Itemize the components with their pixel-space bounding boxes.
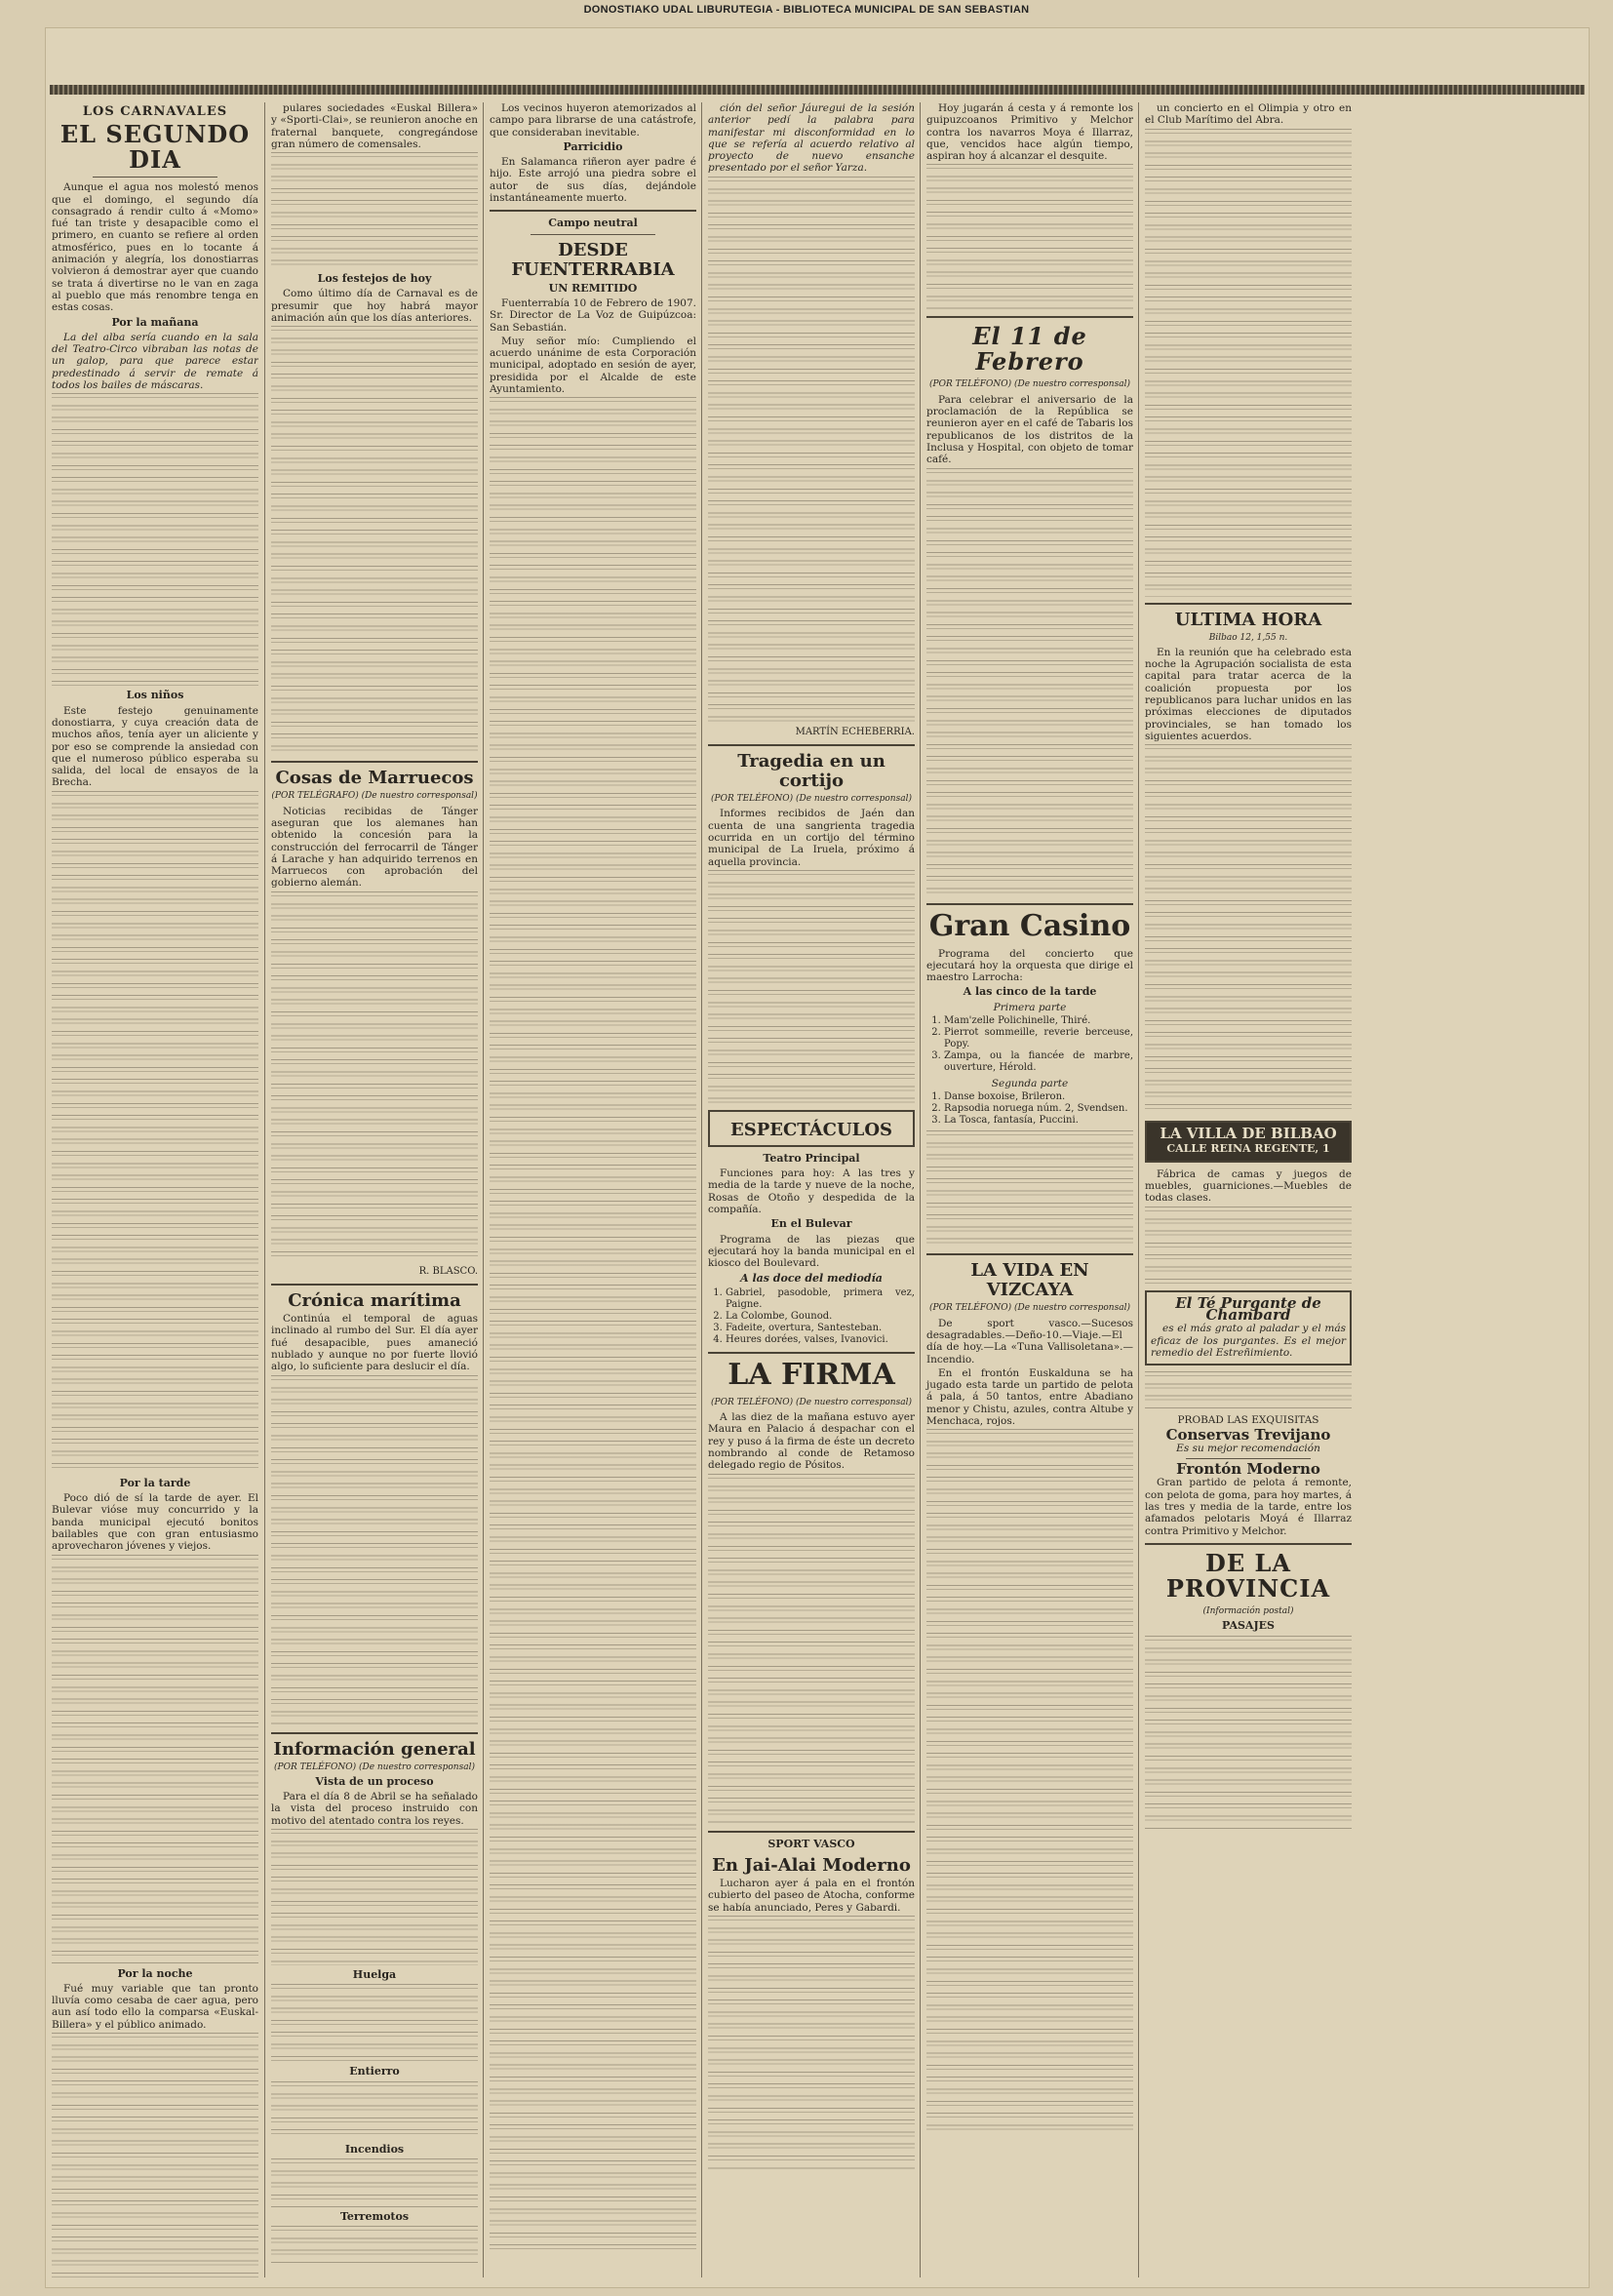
section-heading: Campo neutral (548, 217, 638, 230)
list-item: 1. Danse boxoise, Brileron. (944, 1091, 1133, 1103)
headline: En Jai-Alai Moderno (712, 1854, 911, 1876)
subheading: Por la noche (117, 1966, 193, 1980)
text-block (708, 177, 915, 723)
divider (490, 210, 696, 212)
subheading: Teatro Principal (763, 1151, 860, 1165)
text-block (271, 152, 478, 269)
article-text: Como último día de Carnaval es de presumir que hoy habrá mayor animación aún que los días anteriores. (271, 288, 478, 325)
subheading: Por la tarde (119, 1476, 191, 1489)
list-item: 4. Heures dorées, valses, Ivanovici. (726, 1334, 915, 1346)
text-block (52, 393, 258, 686)
divider (926, 1253, 1133, 1255)
article-text: En la reunión que ha celebrado esta noche la Agrupación socialista de esta capital para tratar acerca de la coalición propuesta por los republicanos para luchar unidos en las próximas elecciones de diputados provinciales, se han tomado los siguientes acuerdos. (1145, 646, 1352, 742)
list-item: 2. La Colombe, Gounod. (726, 1311, 915, 1323)
text-block (708, 1474, 915, 1825)
ad-text: es el más grato al paladar y el más eficaz de los purgantes. Es el mejor remedio del Estreñimiento. (1151, 1323, 1346, 1359)
byline: (POR TELÉFONO) (De nuestro corresponsal) (274, 1762, 475, 1772)
headline: ESPECTÁCULOS (729, 1119, 893, 1140)
headline: Crónica marítima (288, 1290, 461, 1312)
newspaper-page (45, 27, 1590, 2288)
article-text: A las diez de la mañana estuvo ayer Maura en Palacio á despachar con el rey y puso á la firma de éste un decreto nombrando al conde de Retamoso delegado regio de Pósitos. (708, 1411, 915, 1472)
byline: (POR TELÉFONO) (De nuestro corresponsal) (929, 1303, 1130, 1314)
article-text: Para el día 8 de Abril se ha señalado la vista del proceso instruido con motivo del atentado contra los reyes. (271, 1791, 478, 1827)
text-block (1145, 1636, 1352, 1831)
article-text: En el frontón Euskalduna se ha jugado esta tarde un partido de pelota á pala, á 50 tantos, entre Abadiano menor y Chistu, azules, contra Altube y Menchaca, rojos. (926, 1366, 1133, 1428)
headline: LA VIDA EN VIZCAYA (970, 1260, 1089, 1301)
divider (93, 177, 216, 178)
byline: (POR TELÉFONO) (De nuestro corresponsal) (711, 794, 912, 805)
divider (708, 1831, 915, 1833)
text-block (271, 1375, 478, 1726)
article-text: ción del señor Jáuregui de la sesión anterior pedí la palabra para manifestar mi disconformidad en lo que se refería al acuerdo relativo al proyecto de nuevo ensanche presentado por el señor Yarza. (708, 102, 915, 175)
byline: Bilbao 12, 1,55 n. (1208, 632, 1288, 643)
subheading: En el Bulevar (770, 1217, 852, 1231)
divider (926, 316, 1133, 318)
article-text: Informes recibidos de Jaén dan cuenta de una sangrienta tragedia ocurrida en un cortijo del término municipal de La Iruela, próximo á aquella provincia. (708, 808, 915, 868)
headline: Información general (273, 1738, 476, 1760)
divider (1145, 1543, 1352, 1545)
text-block (271, 1829, 478, 1965)
advertisement (1145, 1121, 1352, 1163)
divider (708, 1352, 915, 1354)
text-block (271, 1984, 478, 2062)
article-text: Programa del concierto que ejecutará hoy la orquesta que dirige el maestro Larrocha: (926, 947, 1133, 984)
subheading: A las cinco de la tarde (963, 985, 1097, 999)
byline: (POR TELÉGRAFO) (De nuestro corresponsal) (271, 791, 478, 802)
article-text: Noticias recibidas de Tánger aseguran que los alemanes han obtenido la concesión para la construcción del ferrocarril de Tánger á Larache y han adquirido terrenos en Marruecos con aprobación del gobierno alemán. (271, 805, 478, 890)
text-block (271, 891, 478, 1262)
headline: DE LA PROVINCIA (1165, 1548, 1331, 1603)
byline: (POR TELÉFONO) (De nuestro corresponsal) (929, 379, 1130, 390)
article-text: Aunque el agua nos molestó menos que el domingo, el segundo día consagrado á rendir culto á «Momo» fué tan triste y desapacible como el primero, en cuanto se refiere al orden atmosférico, pues en lo tocante á animación y alegría, los donostiarras volvieron á demostrar ayer que cuando se trata á divertirse no le van en zaga al pueblo que más renombre tenga en estas cosas. (52, 181, 258, 314)
list-item: 2. Rapsodia noruega núm. 2, Svendsen. (944, 1103, 1133, 1115)
text-block (708, 870, 915, 1104)
article-text: Los vecinos huyeron atemorizados al campo para librarse de una catástrofe, que consideraban inevitable. (490, 102, 696, 139)
masthead-rule (50, 85, 1585, 95)
text-block (490, 397, 696, 2250)
program-list (926, 1091, 1133, 1127)
column-2 (264, 102, 478, 2277)
text-block (708, 1916, 915, 2169)
text-block (52, 1555, 258, 1964)
column-4 (701, 102, 915, 2277)
program-list (926, 1015, 1133, 1074)
divider (531, 234, 654, 235)
text-block (271, 2226, 478, 2265)
text-block (1145, 129, 1352, 597)
ad-title: LA VILLA DE BILBAO (1160, 1125, 1337, 1143)
article-text: Este festejo genuinamente donostiarra, y cuya creación data de muchos años, tenía ayer un aliciente y por eso se comprende la ansiedad con que el numeroso público esperaba su salida, del local de ensayos de la Brecha. (52, 704, 258, 789)
program-part: Primera parte (993, 1001, 1067, 1013)
column-5 (920, 102, 1133, 2277)
headline: LA FIRMA (728, 1357, 895, 1392)
subheading: Huelga (352, 1968, 397, 1982)
list-item: 3. Zampa, ou la fiancée de marbre, ouverture, Hérold. (944, 1050, 1133, 1074)
divider (1186, 1458, 1310, 1459)
ad-title: Frontón Moderno (1176, 1460, 1320, 1479)
advertisement (1145, 1290, 1352, 1366)
text-block (926, 1429, 1133, 2131)
subheading: A las doce del mediodía (740, 1271, 883, 1285)
article-text: Programa de las piezas que ejecutará hoy la banda municipal en el kiosco del Boulevard. (708, 1233, 915, 1270)
divider (271, 1732, 478, 1734)
byline: (POR TELÉFONO) (De nuestro corresponsal) (711, 1397, 912, 1407)
subheading: Los niños (126, 689, 184, 702)
subheading: Terremotos (339, 2209, 410, 2223)
program-list (708, 1287, 915, 1346)
headline: EL SEGUNDO DIA (59, 120, 251, 175)
subheading: UN REMITIDO (548, 281, 638, 295)
article-text: Para celebrar el aniversario de la proclamación de la República se reunieron ayer en el café de Tabaris los republicanos de los distritos de la Inclusa y Hospital, con objeto de tomar café. (926, 393, 1133, 466)
article-text: La del alba sería cuando en la sala del Teatro-Circo vibraban las notas de un galop, para que parece estar predestinado á servir de remate á todos los bailes de máscaras. (52, 331, 258, 392)
article-text: Fuenterrabía 10 de Febrero de 1907. Sr. Director de La Voz de Guipúzcoa: San Sebastián. (490, 297, 696, 334)
text-block (271, 2158, 478, 2207)
article-text: Muy señor mío: Cumpliendo el acuerdo unánime de esta Corporación municipal, adoptado en sesión de ayer, presidida por el Alcalde de este Ayuntamiento. (490, 335, 696, 396)
text-block (926, 164, 1133, 310)
ad-subtitle: CALLE REINA REGENTE, 1 (1166, 1141, 1330, 1155)
divider (271, 1284, 478, 1286)
text-block (926, 1130, 1133, 1247)
text-block (271, 326, 478, 755)
text-block (1145, 1207, 1352, 1285)
section-heading: SPORT VASCO (767, 1837, 855, 1850)
article-text: Fué muy variable que tan pronto lluvía como cesaba de caer agua, pero aun así todo ello la comparsa «Euskal-Billera» y el público animado. (52, 1982, 258, 2031)
ad-text: Fábrica de camas y juegos de muebles, guarniciones.—Muebles de todas clases. (1145, 1168, 1352, 1205)
list-item: 2. Pierrot sommeille, reverie berceuse, Popy. (944, 1027, 1133, 1050)
text-block (1145, 744, 1352, 1115)
ad-title: El Té Purgante de Chambard (1175, 1293, 1321, 1325)
ad-text: Gran partido de pelota á remonte, con pelota de goma, para hoy martes, á las tres y media de la tarde, entre los afamados pelotaris Moyá é Illarraz contra Primitivo y Melchor. (1145, 1477, 1352, 1537)
subheading: Incendios (344, 2142, 405, 2156)
list-item: 1. Mam'zelle Polichinelle, Thiré. (944, 1015, 1133, 1027)
headline: DESDE FUENTERRABIA (511, 239, 675, 280)
text-block (926, 468, 1133, 897)
subheading: Parricidio (563, 139, 623, 153)
article-text: pulares sociedades «Euskal Billera» y «Sporti-Clai», se reunieron anoche en fraternal banquete, congregándose gran número de comensales. (271, 102, 478, 150)
column-3 (483, 102, 696, 2277)
signature: R. BLASCO. (418, 1265, 478, 1277)
article-text: Lucharon ayer á pala en el frontón cubierto del paseo de Atocha, conforme se había anunciado, Peres y Gabardi. (708, 1877, 915, 1914)
library-header: DONOSTIAKO UDAL LIBURUTEGIA - BIBLIOTECA MUNICIPAL DE SAN SEBASTIAN (583, 4, 1030, 16)
article-text: Funciones para hoy: A las tres y media de la tarde y nueve de la noche, Rosas de Otoño y despedida de la compañía. (708, 1168, 915, 1216)
section-box (708, 1110, 915, 1147)
program-part: Segunda parte (991, 1078, 1069, 1090)
ad-text: Es su mejor recomendación (1176, 1442, 1320, 1454)
list-item: 1. Gabriel, pasodoble, primera vez, Paigne. (726, 1287, 915, 1311)
headline: ULTIMA HORA (1174, 609, 1322, 630)
list-item: 3. Fadeite, overtura, Santesteban. (726, 1323, 915, 1334)
article-text: un concierto en el Olimpia y otro en el Club Marítimo del Abra. (1145, 102, 1352, 127)
column-1 (52, 102, 258, 2277)
headline: El 11 de Febrero (972, 322, 1087, 376)
text-block (271, 2081, 478, 2140)
ad-text: PROBAD LAS EXQUISITAS (1177, 1414, 1319, 1427)
article-text: Poco dió de sí la tarde de ayer. El Bulevar vióse muy concurrido y la banda municipal ejecutó bonitos bailables que con gran entusiasmo aprovecharon jóvenes y viejos. (52, 1492, 258, 1553)
subheading: PASAJES (1221, 1619, 1276, 1633)
subheading: Vista de un proceso (315, 1774, 434, 1788)
article-text: Hoy jugarán á cesta y á remonte los guipuzcoanos Primitivo y Melchor contra los navarros Moya é Illarraz, que, vencidos hace algún tiempo, aspiran hoy á alcanzar el desquite. (926, 102, 1133, 163)
headline: Tragedia en un cortijo (737, 751, 885, 792)
headline: Cosas de Marruecos (275, 768, 474, 789)
divider (1145, 603, 1352, 605)
article-text: De sport vasco.—Sucesos desagradables.—Deño-10.—Viaje.—El día de hoy.—La «Tuna Vallisoletana».—Incendio. (926, 1317, 1133, 1366)
signature: MARTÍN ECHEBERRIA. (795, 726, 915, 737)
ad-title: Conservas Trevijano (1165, 1425, 1331, 1444)
divider (926, 903, 1133, 905)
column-6 (1138, 102, 1352, 2277)
subheading: Entierro (349, 2065, 400, 2078)
subheading: Los festejos de hoy (317, 272, 432, 286)
text-block (1145, 1371, 1352, 1410)
divider (271, 761, 478, 763)
article-text: En Salamanca riñeron ayer padre é hijo. Este arrojó una piedra sobre el autor de sus días, dejándole instantáneamente muerto. (490, 156, 696, 205)
subheading: Por la mañana (111, 315, 199, 329)
section-heading: LOS CARNAVALES (82, 104, 228, 119)
text-block (52, 2033, 258, 2277)
text-block (52, 791, 258, 1474)
divider (708, 744, 915, 746)
byline: (Información postal) (1202, 1605, 1294, 1616)
headline: Gran Casino (928, 908, 1131, 943)
list-item: 3. La Tosca, fantasía, Puccini. (944, 1115, 1133, 1127)
article-text: Continúa el temporal de aguas inclinado al rumbo del Sur. El día ayer fué desapacible, pues amaneció nublado y aunque no por fuerte llovió algo, lo suficiente para deslucir el día. (271, 1313, 478, 1373)
